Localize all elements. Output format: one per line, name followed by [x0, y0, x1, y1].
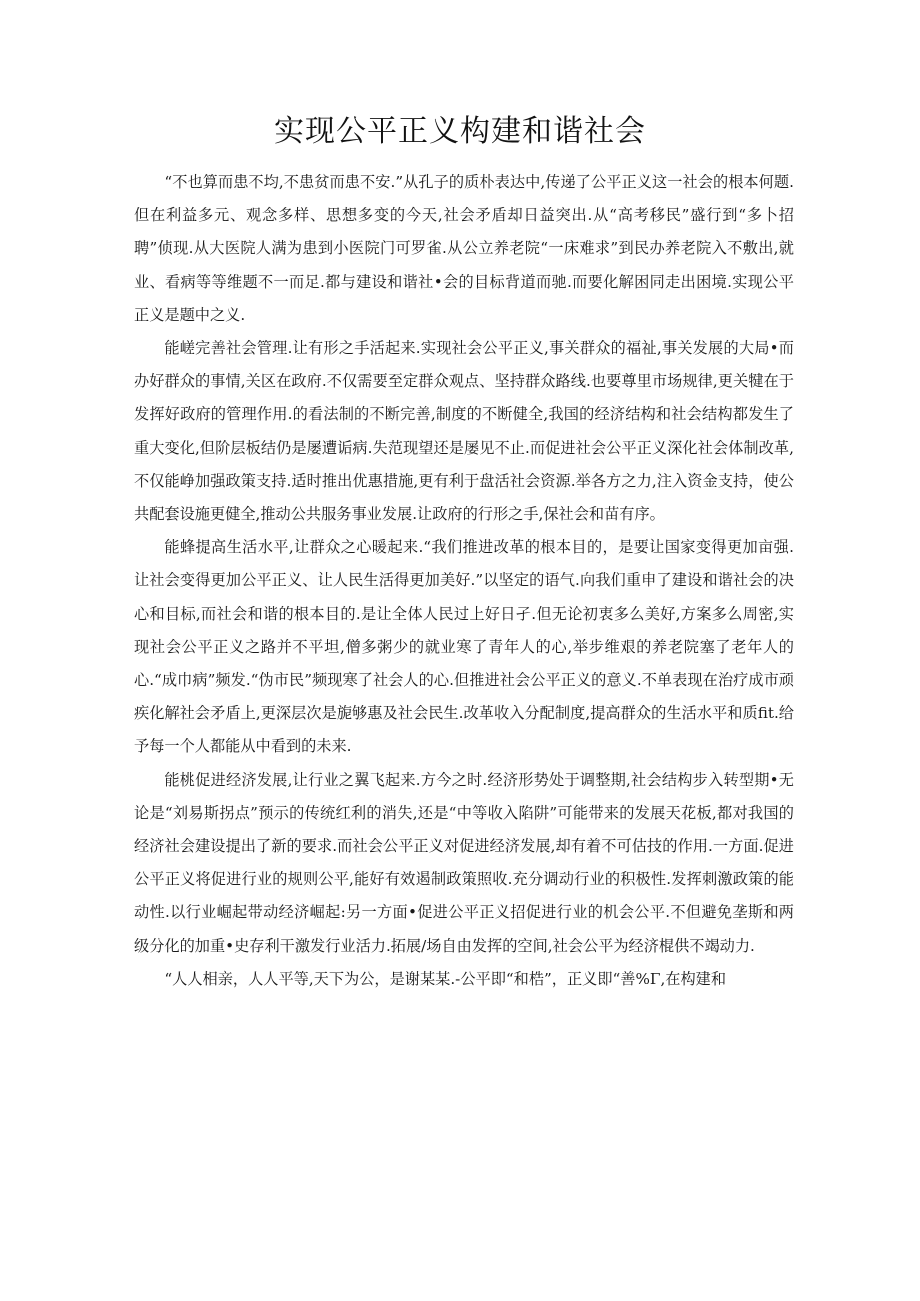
document-body — [134, 166, 794, 996]
document-title: 实现公平正义构建和谐社会 — [274, 114, 646, 149]
paragraph-5: “人人相亲，人人平等,天下为公，是谢某某.-公平即“和梏”，正义即“善%Γ,在构建和 — [164, 969, 727, 988]
paragraph-4: 能桃促进经济发展,让行业之翼飞起来.方今之时.经济形势处于调整期,社会结构步入转型期•无论是“刘易斯拐点”预示的传统红利的消失,还是“中等收入陷阱”可能带来的发展天花板,都对我国的经济社会建设提出了新的要求.而社会公平正义对促进经济发展,却有着不可估技的作用.一方面.促进公平正义将促进行业的规则公平,能好有效遏制政策照收.充分调动行业的积极性.发挥刺激政策的能动性.以行业崛起带动经济崛起:另一方面•促进公平正义招促进行业的机会公平.不但避免垄斯和两级分化的加重•史存利干激发行业活力.拓展/场自由发挥的空间,社会公平为经济棍供不竭动力. — [134, 770, 794, 955]
paragraph-2: 能嵯完善社会管理.让有形之手活起来.实现社会公平正义,事关群众的福祉,事关发展的大局•而办好群众的事情,关区在政府.不仅需要至定群众观点、坚持群众路线.也要尊里市场规律,更关犍在于发挥好政府的管理作用.的看法制的不断完善,制度的不断健全,我国的经济结构和社会结构都发生了重大变化,但阶层板结仍是屡遭诟病.失范现望还是屡见不止.而促进社会公平正义深化社会体制改革,不仅能峥加强政策支持.适时推出优惠措施,更有利于盘活社会资源.举各方之力,注入资金支持，使公共配套设施更健全,推动公共服务事业发展.让政府的行形之手,保社会和苗有序。 — [134, 339, 794, 524]
paragraph-3: 能蜂提高生活水平,让群众之心暖起来.“我们推进改革的根本目的，是要让国家变得更加亩强.让社会变得更加公平正义、让人民生活得更加美好.”以坚定的语气.向我们重申了建设和谐社会的决心和目标,而社会和谐的根本目的.是让全体人民过上好日孑.但无论初衷多么美好,方案多么周密,实现社会公平正义之路并不平坦,僧多粥少的就业寒了青年人的心,举步维艰的养老院塞了老年人的心.“成巾病”频发.“伪市民”频现寒了社会人的心.但推进社会公平正义的意义.不单表现在治疗成市顽疾化解社会矛盾上,更深层次是旎够惠及社会民生.改革收入分配制度,提高群众的生活水平和质fit.给予每一个人都能从中看到的未来. — [134, 538, 794, 756]
paragraph-1: “不也算而患不均,不患贫而患不安.”从孔子的质朴表达中,传递了公平正义这一社会的根本何题.但在利益多元、观念多样、思想多变的今天,社会矛盾却日益突出.从“高考移民”盛行到“多卜招聘”侦现.从大医院人满为患到小医院门可罗雀.从公立养老院“一床难求”到民办养老院入不敷出,就业、看病等等维题不一而足.都与建设和谐社•会的目标背道而驰.而要化解困同走出困境.实现公平正义是题中之义. — [134, 173, 794, 324]
